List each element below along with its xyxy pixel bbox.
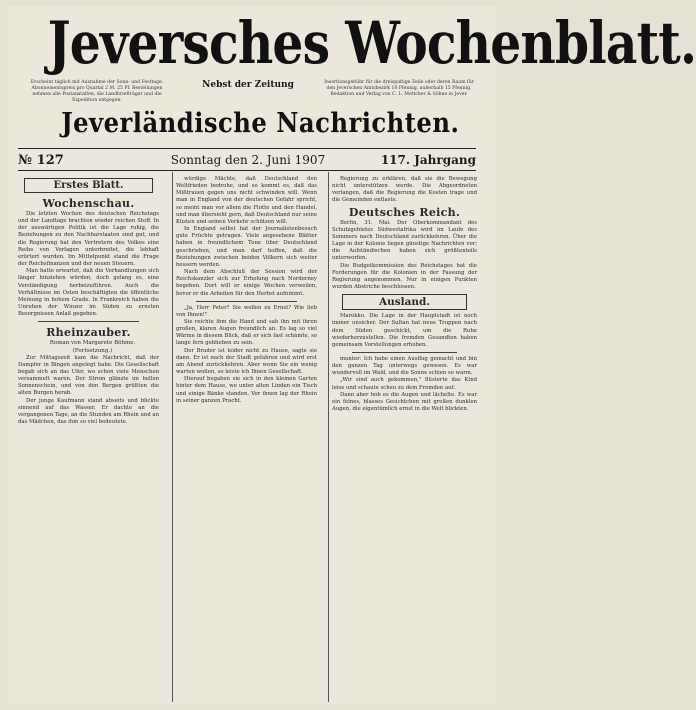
paragraph: Regierung zu erklären, daß sie die Bewegung nicht unterstützen werde. Die Abgeordneten verlangen, daß die Regierung die Kosten trage und die Gemeinden entlaste.: [332, 176, 477, 204]
paragraph: würdige Mächte, daß Deutschland den Weltfrieden bedrohe, und so kommt es, daß das Mißtrauen gegen uns nicht schwinden will. Wenn man in England von der deutschen Gefahr spricht, so meint man vor allem die Flotte und den Handel, und man übersieht gern, daß Deutschland nur seine Küsten und seinen Verkehr schützen will.: [176, 176, 317, 225]
column-2: [176, 176, 317, 696]
dateline: [18, 151, 476, 169]
paragraph: Marokko. Die Lage in der Hauptstadt ist noch immer unsicher. Der Sultan hat neue Truppen nach dem Süden geschickt, um die Ruhe wiederherzustellen. Die fremden Gesandten haben gemeinsam Vorstellungen erhoben.: [332, 313, 477, 348]
issue-year: 117. Jahrgang: [380, 153, 476, 167]
supplement-note: Nebst der Zeitung: [202, 80, 294, 90]
serial-title: Rheinzauber.: [46, 326, 131, 340]
paragraph: Nach dem Abschluß der Session wird der Reichskanzler sich zur Erholung nach Norderney begeben. Dort will er einige Wochen verweilen, bevor er die Arbeiten für den Herbst aufnimmt.: [176, 269, 317, 297]
separator: [38, 321, 139, 322]
paragraph: Man hatte erwartet, daß die Verhandlungen sich länger hinziehen würden, doch gelang es, eine Verständigung herbeizuführen. Auch die Verhältnisse im Osten beschäftigten die öffentliche Meinung in hohem Grade. In Frankreich haben die Unruhen der Winzer im Süden zu ernsten Besorgnissen Anlaß gegeben.: [18, 268, 159, 318]
paragraph: Der Bruder ist leider nicht zu Hause, sagte sie dann. Er ist nach der Stadt gefahren und wird erst am Abend zurückkehren. Aber wenn Sie ein wenig warten wollen, so leiste ich Ihnen Gesellschaft.: [176, 347, 317, 376]
paragraph: Dann aber hob es die Augen und lächelte. Es war ein feines, blasses Gesichtchen mit großen dunklen Augen, die eigentümlich ernst in die Welt blickten.: [332, 391, 477, 413]
rule-top: [18, 148, 476, 149]
serial-byline: Roman von Margarete Böhme.: [49, 340, 136, 347]
first-sheet-box: Erstes Blatt.: [24, 178, 153, 193]
column-1: [18, 176, 159, 696]
weekly-review-title: Wochenschau.: [42, 197, 135, 210]
paragraph: munter: Ich habe einen Ausflug gemacht und bin den ganzen Tag unterwegs gewesen. Es war wundervoll im Wald, und die Sonne schien so warm.: [332, 355, 477, 377]
paragraph: Der junge Kaufmann stand abseits und blickte sinnend auf das Wasser. Er dachte an die vergangenen Tage, an die Stunden am Rhein und an das Mädchen, das ihm so viel bedeutete.: [18, 397, 159, 426]
german-reich-title: Deutsches Reich.: [348, 205, 461, 219]
issue-number: № 127: [18, 153, 64, 168]
separator: [352, 352, 457, 353]
subscription-info: Erscheint täglich mit Ausnahme der Sonn- und Festtage. Abonnementspreis pro Quartal 2 M. 25 Pf. Bestellungen nehmen alle Postanstalten, die Landbriefträger und die Expedition entgegen.: [30, 80, 164, 103]
paragraph: Die Budgetkommission des Reichstages hat die Forderungen für die Kolonien in der Fassung der Regierung angenommen. Nur in einigen Punkten wurden Abstriche beschlossen.: [332, 262, 477, 291]
abroad-box: Ausland.: [342, 294, 467, 310]
column-divider-2: [328, 172, 329, 702]
serial-continuation: (Fortsetzung.): [72, 347, 113, 354]
paragraph: Die letzten Wochen des deutschen Reichstags und der Landtage brachten wieder reichen Stoff. In der auswärtigen Politik ist die Lage ruhig, die Beziehungen zu den Nachbarstaaten sind gut, und die Regierung hat den Vertretern des Volkes eine Reihe von Vorlagen unterbreitet, die lebhaft erörtert wurden. Im Mittelpunkt stand die Frage der Reichsfinanzen und der neuen Steuern.: [18, 211, 159, 268]
paragraph: In England selbst hat der Journalistenbesuch gute Früchte getragen. Viele angesehene Blätter haben in freundlichem Tone über Deutschland geschrieben, und man darf hoffen, daß die Beziehungen zwischen beiden Völkern sich weiter bessern werden.: [176, 226, 317, 268]
paragraph: Hierauf begaben sie sich in den kleinen Garten hinter dem Hause, wo unter alten Linden ein Tisch und einige Bänke standen. Vor ihnen lag der Rhein in seiner ganzen Pracht.: [176, 376, 317, 404]
subtitle: Jeverländische Nachrichten.: [61, 108, 460, 139]
column-3: [332, 176, 477, 696]
paragraph: „Ja, Herr Peter? Sie wollen zu Ernst? Wie lieb von Ihnen!": [176, 304, 317, 318]
separator: [196, 301, 297, 302]
issue-date: Sonntag den 2. Juni 1907: [170, 153, 326, 167]
paragraph: Berlin, 31. Mai. Der Oberkommandant des Schutzgebietes Südwestafrika wird im Laufe des Sommers nach Deutschland zurückkehren. Über die Lage in der Kolonie liegen günstige Nachrichten vor; die Aufständischen haben sich größtenteils unterworfen.: [332, 219, 477, 262]
rule-bottom: [18, 170, 476, 171]
paragraph: Zur Mittagszeit kam die Nachricht, daß der Dampfer in Bingen angelegt habe. Die Gesellschaft begab sich an das Ufer, wo schon viele Menschen versammelt waren. Der Strom glänzte im hellen Sonnenschein, und von den Bergen grüßten die alten Burgen herab.: [18, 354, 159, 397]
column-divider-1: [172, 172, 173, 702]
advertising-info: Insertionsgebühr für die dreispaltige Zeile oder deren Raum für den Jeverschen Amtsbezirk 10 Pfennig, außerhalb 15 Pfennig. Redaktion und Verlag von C. L. Mettcker & Söhne in Jever.: [324, 80, 474, 97]
paragraph: „Wir sind auch gekommen," flüsterte das Kind leise und schaute scheu zu dem Fremden auf.: [332, 377, 477, 391]
paragraph: Sie reichte ihm die Hand und sah ihn mit ihren großen, klaren Augen freundlich an. Es lag so viel Wärme in diesem Blick, daß er sich fast schämte, so lange fern geblieben zu sein.: [176, 318, 317, 347]
masthead-title: Jeversches Wochenblatt.: [47, 9, 696, 77]
